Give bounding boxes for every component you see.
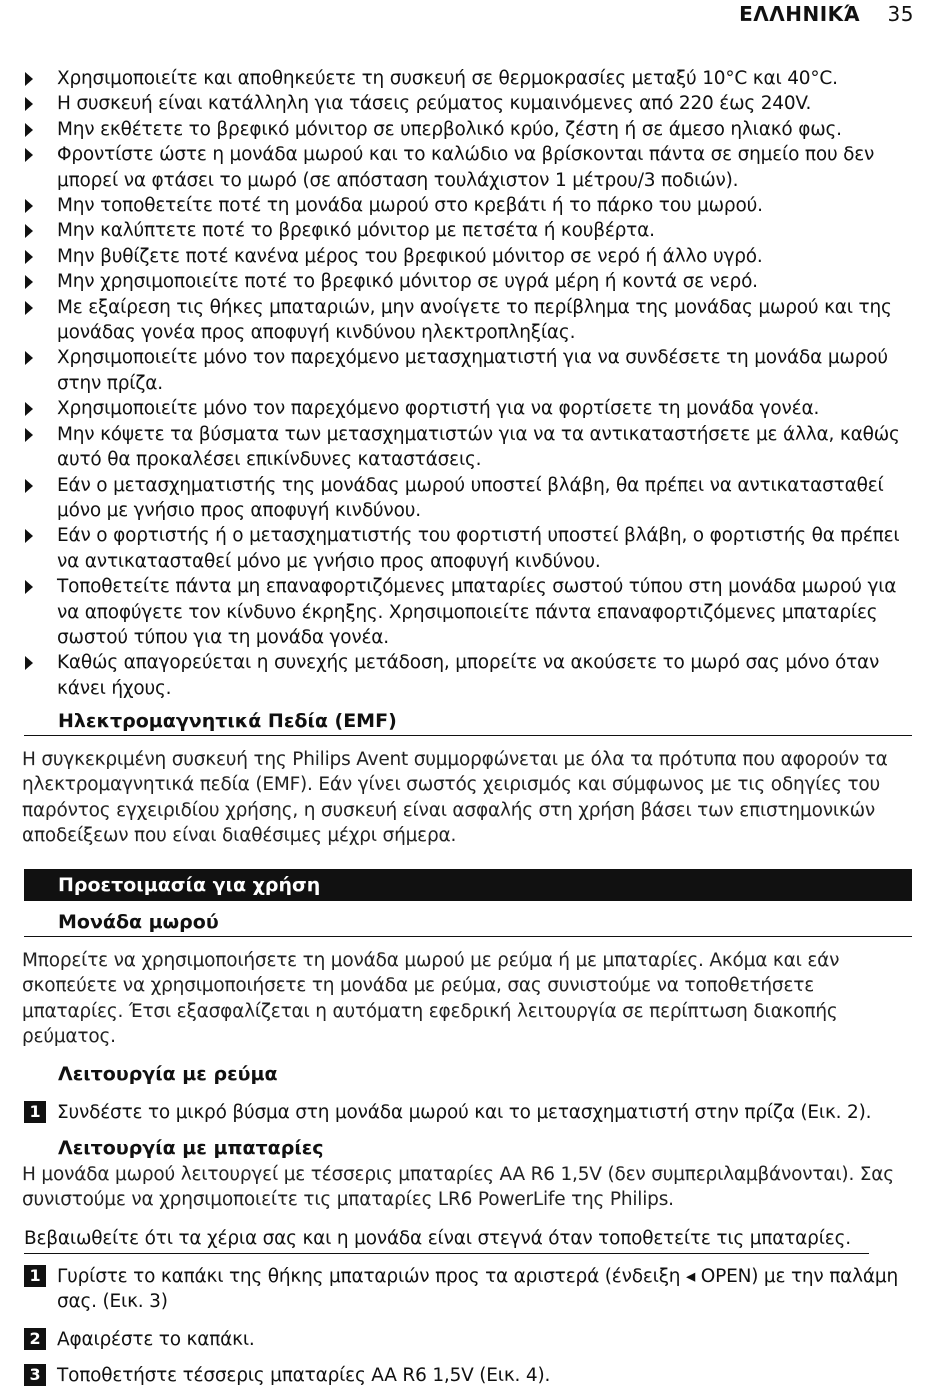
bullet-item [24,244,916,269]
bullet-item [24,473,916,524]
step-number: 2 [24,1328,46,1350]
mains-heading: Λειτουργία με ρεύμα [58,1063,278,1085]
bullet-item [24,396,916,421]
battery-step-2 [24,1327,916,1352]
bullet-text: Με εξαίρεση τις θήκες μπαταριών, μην ανοίγετε το περίβλημα της μονάδας μωρού και της μονάδας γονέα προς αποφυγή κινδύνου ηλεκτροπληξίας. [57,296,892,344]
step-number: 1 [24,1265,46,1287]
bullet-icon [25,123,33,137]
bullet-item [24,66,916,91]
step-text: Τοποθετήστε τέσσερις μπαταρίες AA R6 1,5V (Εικ. 4). [57,1365,551,1386]
bullet-item [24,193,916,218]
safety-bullet-list [24,66,916,701]
bullet-icon [25,479,33,493]
step-number: 1 [24,1101,46,1123]
bullet-item [24,295,916,346]
bullet-icon [25,275,33,289]
bullet-item [24,142,916,193]
bullet-item [24,523,916,574]
bullet-text: Μην χρησιμοποιείτε ποτέ το βρεφικό μόνιτορ σε υγρά μέρη ή κοντά σε νερό. [57,271,758,293]
bullet-icon [25,351,33,365]
bullet-icon [25,301,33,315]
baby-unit-text: Μπορείτε να χρησιμοποιήσετε τη μονάδα μωρού με ρεύμα ή με μπαταρίες. Ακόμα και εάν σκοπεύετε να χρησιμοποιήσετε τη μονάδα με ρεύμα, σας συνιστούμε να τοποθετήσετε μπαταρίες. Έτσι εξασφαλίζεται η αυτόματη εφεδρική λειτουργία σε περίπτωση διακοπής ρεύματος. [22,950,840,1048]
bullet-text: Η συσκευή είναι κατάλληλη για τάσεις ρεύματος κυμαινόμενες από 220 έως 240V. [57,93,812,115]
bullet-icon [25,529,33,543]
bullet-text: Μην τοποθετείτε ποτέ τη μονάδα μωρού στο κρεβάτι ή το πάρκο του μωρού. [57,195,763,217]
bullet-icon [25,97,33,111]
bullet-icon [25,199,33,213]
bullet-item [24,345,916,396]
step-number: 3 [24,1364,46,1386]
bullet-text: Μην καλύπτετε ποτέ το βρεφικό μόνιτορ με πετσέτα ή κουβέρτα. [57,220,655,242]
battery-heading: Λειτουργία με μπαταρίες [58,1137,324,1159]
emf-heading: Ηλεκτρομαγνητικά Πεδία (EMF) [24,708,912,736]
section-title-preparation: Προετοιμασία για χρήση [24,869,912,901]
bullet-text: Εάν ο μετασχηματιστής της μονάδας μωρού υποστεί βλάβη, θα πρέπει να αντικατασταθεί μόνο με γνήσιο προς αποφυγή κινδύνου. [57,474,884,521]
bullet-text: Χρησιμοποιείτε μόνο τον παρεχόμενο μετασχηματιστή για να συνδέσετε τη μονάδα μωρού στην πρίζα. [57,347,888,394]
bullet-icon [25,224,33,238]
emf-text: Η συγκεκριμένη συσκευή της Philips Avent συμμορφώνεται με όλα τα πρότυπα που αφορούν τα ηλεκτρομαγνητικά πεδία (EMF). Εάν γίνει σωστός χειρισμός και σύμφωνος με τις οδηγίες του παρόντος εγχειριδίου χρήσης, η συσκευή είναι ασφαλής στη χρήση βάσει των επιστημονικών αποδείξεων που είναι διαθέσιμες μέχρι σήμερα. [22,749,888,847]
bullet-icon [25,428,33,442]
bullet-item [24,422,916,473]
bullet-item [24,650,916,701]
bullet-item [24,269,916,294]
bullet-item [24,91,916,116]
page-header [739,2,914,26]
page-number: 35 [887,2,914,26]
bullet-item [24,117,916,142]
step-text: Γυρίστε το καπάκι της θήκης μπαταριών προς τα αριστερά (ένδειξη ◂ OPEN) με την παλάμη σας. (Εικ. 3) [57,1266,899,1313]
battery-step-1 [24,1264,916,1315]
bullet-text: Μην εκθέτετε το βρεφικό μόνιτορ σε υπερβολικό κρύο, ζέστη ή σε άμεσο ηλιακό φως. [57,118,842,140]
bullet-text: Τοποθετείτε πάντα μη επαναφορτιζόμενες μπαταρίες σωστού τύπου στη μονάδα μωρού για να αποφύγετε τον κίνδυνο έκρηξης. Χρησιμοποιείτε πάντα επαναφορτιζόμενες μπαταρίες σωστού τύπου για τη μονάδα γονέα. [57,576,897,648]
mains-step [24,1100,916,1125]
step-text: Αφαιρέστε το καπάκι. [57,1329,255,1350]
battery-text: Η μονάδα μωρού λειτουργεί με τέσσερις μπαταρίες AA R6 1,5V (δεν συμπεριλαμβάνονται). Σας συνιστούμε να χρησιμοποιείτε τις μπαταρίες LR6 PowerLife της Philips. [22,1164,894,1211]
battery-step-3 [24,1363,916,1388]
step-text: Συνδέστε το μικρό βύσμα στη μονάδα μωρού και το μετασχηματιστή στην πρίζα (Εικ. 2). [57,1102,872,1123]
bullet-icon [25,580,33,594]
bullet-text: Εάν ο φορτιστής ή ο μετασχηματιστής του φορτιστή υποστεί βλάβη, ο φορτιστής θα πρέπει να αντικατασταθεί μόνο με γνήσιο προς αποφυγή κινδύνου. [57,525,900,572]
bullet-text: Καθώς απαγορεύεται η συνεχής μετάδοση, μπορείτε να ακούσετε το μωρό σας μόνο όταν κάνει ήχους. [57,652,880,699]
bullet-icon [25,656,33,670]
bullet-text: Μην βυθίζετε ποτέ κανένα μέρος του βρεφικού μόνιτορ σε νερό ή άλλο υγρό. [57,245,763,267]
baby-unit-heading: Μονάδα μωρού [24,909,912,937]
bullet-icon [25,148,33,162]
warning-text: Βεβαιωθείτε ότι τα χέρια σας και η μονάδα είναι στεγνά όταν τοποθετείτε τις μπαταρίες. [24,1226,869,1254]
bullet-item [24,218,916,243]
bullet-icon [25,72,33,86]
bullet-text: Φροντίστε ώστε η μονάδα μωρού και το καλώδιο να βρίσκονται πάντα σε σημείο που δεν μπορεί να φτάσει το μωρό (σε απόσταση τουλάχιστον 1 μέτρου/3 ποδιών). [57,144,875,191]
bullet-text: Μην κόψετε τα βύσματα των μετασχηματιστών για να τα αντικαταστήσετε με άλλα, καθώς αυτό θα προκαλέσει επικίνδυνες καταστάσεις. [57,423,900,471]
bullet-text: Χρησιμοποιείτε και αποθηκεύετε τη συσκευή σε θερμοκρασίες μεταξύ 10°C και 40°C. [57,68,838,89]
bullet-item [24,574,916,650]
bullet-icon [25,250,33,264]
bullet-icon [25,402,33,416]
bullet-text: Χρησιμοποιείτε μόνο τον παρεχόμενο φορτιστή για να φορτίσετε τη μονάδα γονέα. [57,398,820,420]
language-label: ΕΛΛΗΝΙΚΆ [739,2,861,26]
